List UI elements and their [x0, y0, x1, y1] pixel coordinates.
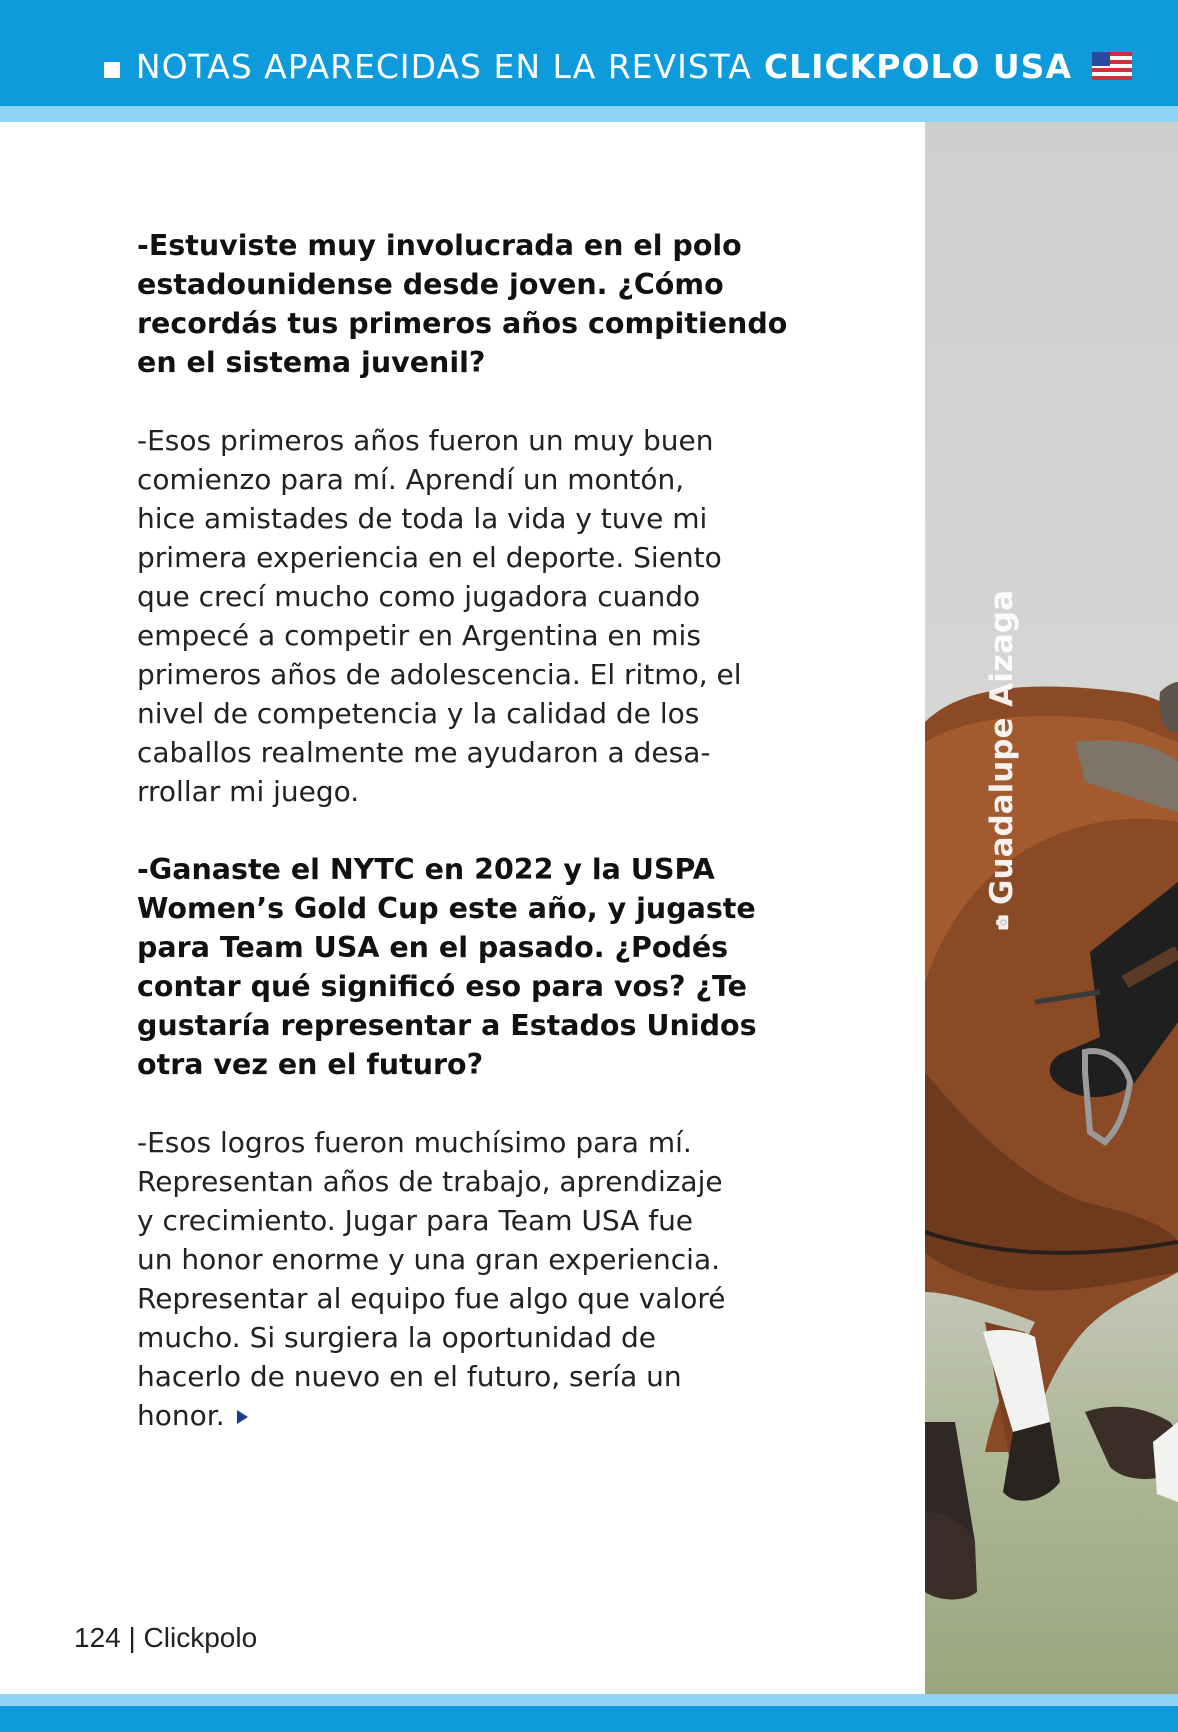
answer-1: [137, 421, 797, 811]
photo-credit: [980, 590, 1024, 930]
answer-2: [137, 1123, 797, 1435]
header-stripe: [0, 106, 1178, 122]
article-body: [137, 226, 797, 1435]
answer-line: Representan años de trabajo, aprendizaje: [137, 1165, 723, 1198]
section-title: [104, 44, 1132, 88]
answer-line: empecé a competir en Argentina en mis: [137, 619, 701, 652]
question-line: para Team USA en el pasado. ¿Podés: [137, 931, 729, 964]
question-line: gustaría representar a Estados Unidos: [137, 1009, 757, 1042]
question-line: Women’s Gold Cup este año, y jugaste: [137, 892, 756, 925]
section-title-prefix: NOTAS APARECIDAS EN LA REVISTA: [135, 46, 752, 86]
answer-line: mucho. Si surgiera la oportunidad de: [137, 1321, 656, 1354]
answer-line: hacerlo de nuevo en el futuro, sería un: [137, 1360, 682, 1393]
us-flag-icon: [1092, 52, 1132, 80]
question-line: -Estuviste muy involucrada en el polo: [137, 229, 742, 262]
triangle-right-icon: [237, 1410, 248, 1424]
photo-credit-name: Guadalupe Aizaga: [984, 590, 1020, 905]
question-line: -Ganaste el NYTC en 2022 y la USPA: [137, 853, 715, 886]
page-number: 124 | Clickpolo: [74, 1622, 258, 1653]
answer-line: nivel de competencia y la calidad de los: [137, 697, 700, 730]
question-2: [137, 850, 797, 1084]
answer-line: Representar al equipo fue algo que valoré: [137, 1282, 726, 1315]
answer-line: comienzo para mí. Aprendí un montón,: [137, 463, 685, 496]
polo-horse-photo: [925, 122, 1178, 1694]
question-line: estadounidense desde joven. ¿Cómo: [137, 268, 724, 301]
answer-line: caballos realmente me ayudaron a desa-: [137, 736, 711, 769]
question-line: en el sistema juvenil?: [137, 346, 486, 379]
answer-line: -Esos logros fueron muchísimo para mí.: [137, 1126, 692, 1159]
answer-line: primeros años de adolescencia. El ritmo, el: [137, 658, 742, 691]
answer-line: un honor enorme y una gran experiencia.: [137, 1243, 720, 1276]
answer-line: hice amistades de toda la vida y tuve mi: [137, 502, 708, 535]
answer-line: -Esos primeros años fueron un muy buen: [137, 424, 714, 457]
answer-line: y crecimiento. Jugar para Team USA fue: [137, 1204, 694, 1237]
answer-line: primera experiencia en el deporte. Siento: [137, 541, 722, 574]
camera-icon: [987, 915, 1017, 930]
question-line: contar qué significó eso para vos? ¿Te: [137, 970, 747, 1003]
question-line: recordás tus primeros años compitiendo: [137, 307, 788, 340]
footer-stripe: [0, 1694, 1178, 1706]
answer-line: honor.: [137, 1399, 225, 1432]
square-bullet-icon: [104, 62, 120, 78]
answer-line: rrollar mi juego.: [137, 775, 360, 808]
horse-illustration: [925, 122, 1178, 1694]
section-title-brand: CLICKPOLO USA: [763, 46, 1072, 86]
question-line: otra vez en el futuro?: [137, 1048, 484, 1081]
question-1: [137, 226, 797, 382]
answer-line: que crecí mucho como jugadora cuando: [137, 580, 701, 613]
